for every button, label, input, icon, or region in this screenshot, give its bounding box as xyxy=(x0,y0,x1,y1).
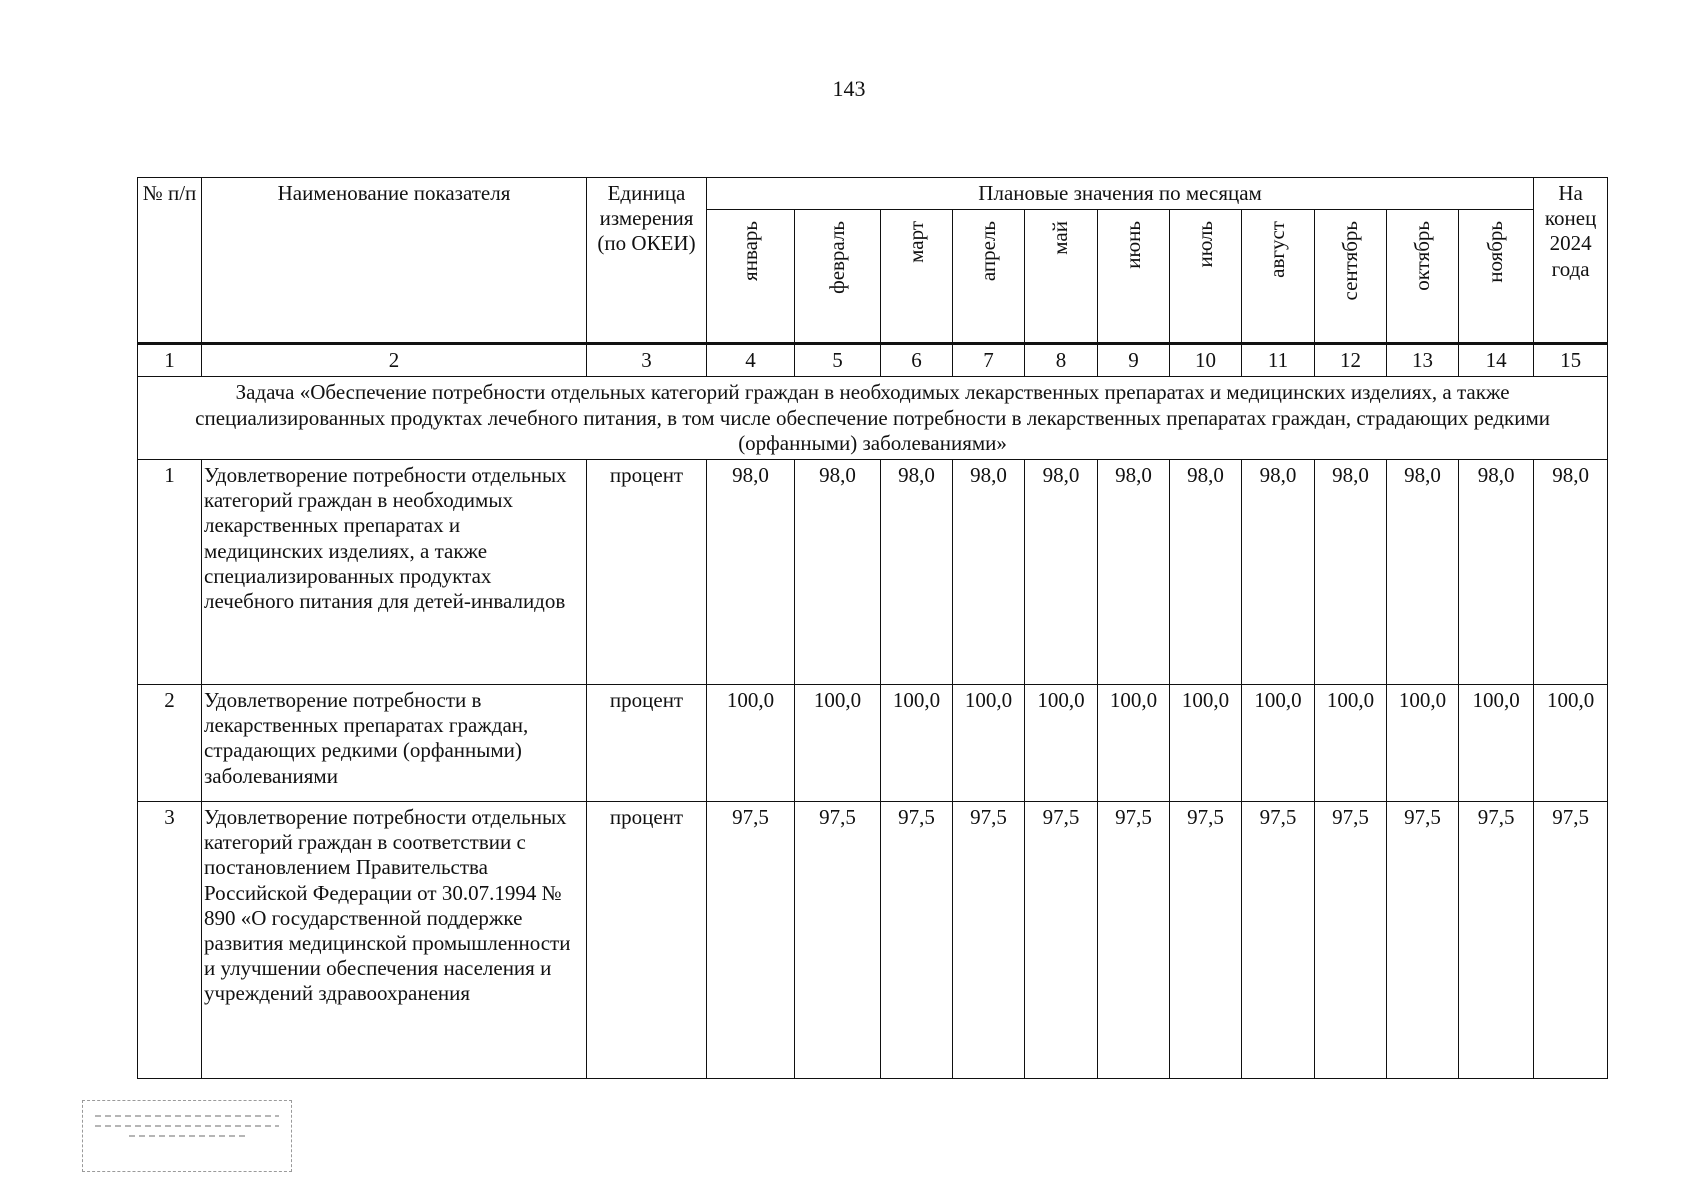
row-unit: процент xyxy=(587,801,707,1078)
row-value: 100,0 xyxy=(1387,684,1459,801)
month-april: апрель xyxy=(953,210,1025,344)
row-value: 98,0 xyxy=(707,459,795,684)
row-unit: процент xyxy=(587,684,707,801)
row-name: Удовлетворение потребности отдельных категорий граждан в соответствии с постановлением Правительства Российской Федерации от 30.07.1994 № 890 «О государственной поддержке развития медицинской промышленности и улучшении обеспечения населения и учреждений здравоохранения xyxy=(202,801,587,1078)
row-value: 97,5 xyxy=(1387,801,1459,1078)
column-number: 2 xyxy=(202,344,587,377)
row-value: 100,0 xyxy=(953,684,1025,801)
row-value: 98,0 xyxy=(1387,459,1459,684)
column-number: 12 xyxy=(1315,344,1387,377)
column-number: 4 xyxy=(707,344,795,377)
month-may: май xyxy=(1025,210,1098,344)
row-value: 97,5 xyxy=(1242,801,1315,1078)
row-value: 100,0 xyxy=(881,684,953,801)
column-number: 8 xyxy=(1025,344,1098,377)
row-value: 97,5 xyxy=(881,801,953,1078)
page-number: 143 xyxy=(832,76,866,101)
column-number: 6 xyxy=(881,344,953,377)
header-name: Наименование показателя xyxy=(202,178,587,344)
month-august: август xyxy=(1242,210,1315,344)
header-unit: Единица измерения (по ОКЕИ) xyxy=(587,178,707,344)
column-number: 13 xyxy=(1387,344,1459,377)
column-number: 1 xyxy=(138,344,202,377)
row-value: 97,5 xyxy=(707,801,795,1078)
table-row xyxy=(138,801,1608,1078)
row-value: 97,5 xyxy=(1459,801,1534,1078)
header-num: № п/п xyxy=(138,178,202,344)
row-value-end: 98,0 xyxy=(1534,459,1608,684)
row-num: 3 xyxy=(138,801,202,1078)
month-january: январь xyxy=(707,210,795,344)
stamp-line xyxy=(129,1135,244,1137)
header-planned: Плановые значения по месяцам xyxy=(707,178,1534,210)
column-number: 3 xyxy=(587,344,707,377)
row-value: 97,5 xyxy=(1098,801,1170,1078)
column-number: 7 xyxy=(953,344,1025,377)
row-value: 97,5 xyxy=(1170,801,1242,1078)
row-num: 1 xyxy=(138,459,202,684)
row-value: 98,0 xyxy=(1170,459,1242,684)
plan-table xyxy=(137,177,1608,1079)
month-february: февраль xyxy=(795,210,881,344)
row-value: 97,5 xyxy=(953,801,1025,1078)
month-october: октябрь xyxy=(1387,210,1459,344)
stamp-line xyxy=(95,1115,279,1117)
row-value-end: 100,0 xyxy=(1534,684,1608,801)
task-title: Задача «Обеспечение потребности отдельных категорий граждан в необходимых лекарственных препаратах и медицинских изделиях, а также специализированных продуктах лечебного питания, в том числе обеспечение потребности в лекарственных препаратах граждан, страдающих редкими (орфанными) заболеваниями» xyxy=(138,377,1608,460)
row-value: 97,5 xyxy=(1315,801,1387,1078)
row-name: Удовлетворение потребности отдельных категорий граждан в необходимых лекарственных препаратах и медицинских изделиях, а также специализированных продуктах лечебного питания для детей-инвалидов xyxy=(202,459,587,684)
row-value: 98,0 xyxy=(953,459,1025,684)
column-number: 9 xyxy=(1098,344,1170,377)
month-march: март xyxy=(881,210,953,344)
row-value: 98,0 xyxy=(1315,459,1387,684)
faint-stamp xyxy=(82,1100,292,1172)
table-row xyxy=(138,459,1608,684)
row-value: 100,0 xyxy=(1242,684,1315,801)
stamp-line xyxy=(95,1125,279,1127)
month-june: июнь xyxy=(1098,210,1170,344)
month-september: сентябрь xyxy=(1315,210,1387,344)
table-row xyxy=(138,684,1608,801)
row-value: 97,5 xyxy=(795,801,881,1078)
row-value: 100,0 xyxy=(795,684,881,801)
row-value: 100,0 xyxy=(1170,684,1242,801)
header-end: На конец 2024 года xyxy=(1534,178,1608,344)
row-value: 100,0 xyxy=(1098,684,1170,801)
row-value: 98,0 xyxy=(1242,459,1315,684)
month-november: ноябрь xyxy=(1459,210,1534,344)
row-num: 2 xyxy=(138,684,202,801)
column-number: 15 xyxy=(1534,344,1608,377)
row-value: 100,0 xyxy=(1025,684,1098,801)
column-number: 5 xyxy=(795,344,881,377)
column-numbers-row xyxy=(138,344,1608,377)
row-value: 98,0 xyxy=(1098,459,1170,684)
row-name: Удовлетворение потребности в лекарственных препаратах граждан, страдающих редкими (орфанными) заболеваниями xyxy=(202,684,587,801)
month-july: июль xyxy=(1170,210,1242,344)
task-row xyxy=(138,377,1608,460)
header-row xyxy=(138,178,1608,210)
row-value: 98,0 xyxy=(1025,459,1098,684)
row-value: 100,0 xyxy=(1459,684,1534,801)
row-value: 98,0 xyxy=(1459,459,1534,684)
row-value: 98,0 xyxy=(881,459,953,684)
row-value: 100,0 xyxy=(1315,684,1387,801)
row-value: 100,0 xyxy=(707,684,795,801)
row-value-end: 97,5 xyxy=(1534,801,1608,1078)
column-number: 10 xyxy=(1170,344,1242,377)
row-unit: процент xyxy=(587,459,707,684)
row-value: 98,0 xyxy=(795,459,881,684)
row-value: 97,5 xyxy=(1025,801,1098,1078)
column-number: 11 xyxy=(1242,344,1315,377)
column-number: 14 xyxy=(1459,344,1534,377)
